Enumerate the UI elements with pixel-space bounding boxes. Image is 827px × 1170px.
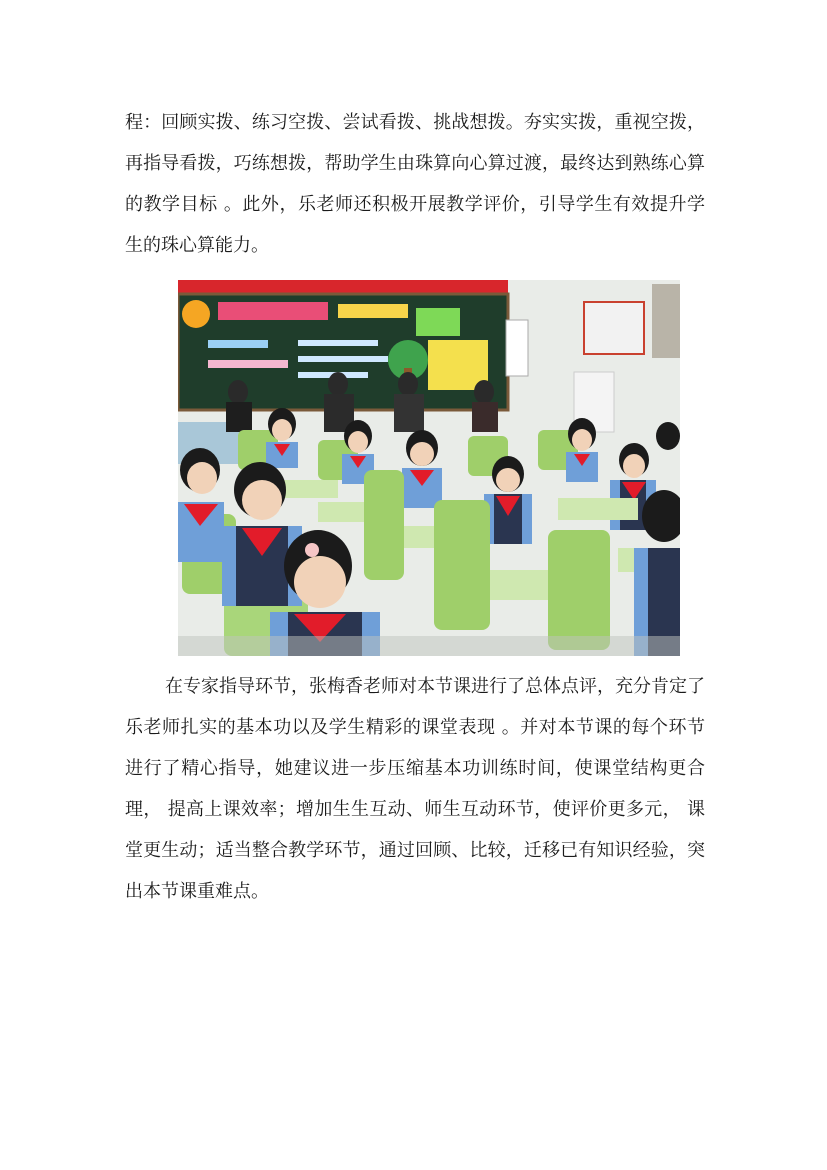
paragraph-expert-review: 在专家指导环节，张梅香老师对本节课进行了总体点评，充分肯定了乐老师扎实的基本功以及学生精彩的课堂表现 。并对本节课的每个环节进行了精心指导，她建议进一步压缩基本功训练时间，使课堂结构更合理， 提高上课效率；增加生生互动、师生互动环节，使评价更多元， 课堂更生动；适当整合教学环节，通过回顾、比较，迁移已有知识经验，突出本节课重难点。 — [125, 676, 705, 902]
classroom-scene — [178, 280, 680, 656]
classroom-photo — [178, 280, 680, 656]
paragraph-intro: 程：回顾实拨、练习空拨、尝试看拨、挑战想拨。夯实实拨，重视空拨，再指导看拨，巧练想拨，帮助学生由珠算向心算过渡，最终达到熟练心算的教学目标 。此外，乐老师还积极开展教学评价，引导学生有效提升学生的珠心算能力。 — [125, 112, 705, 256]
